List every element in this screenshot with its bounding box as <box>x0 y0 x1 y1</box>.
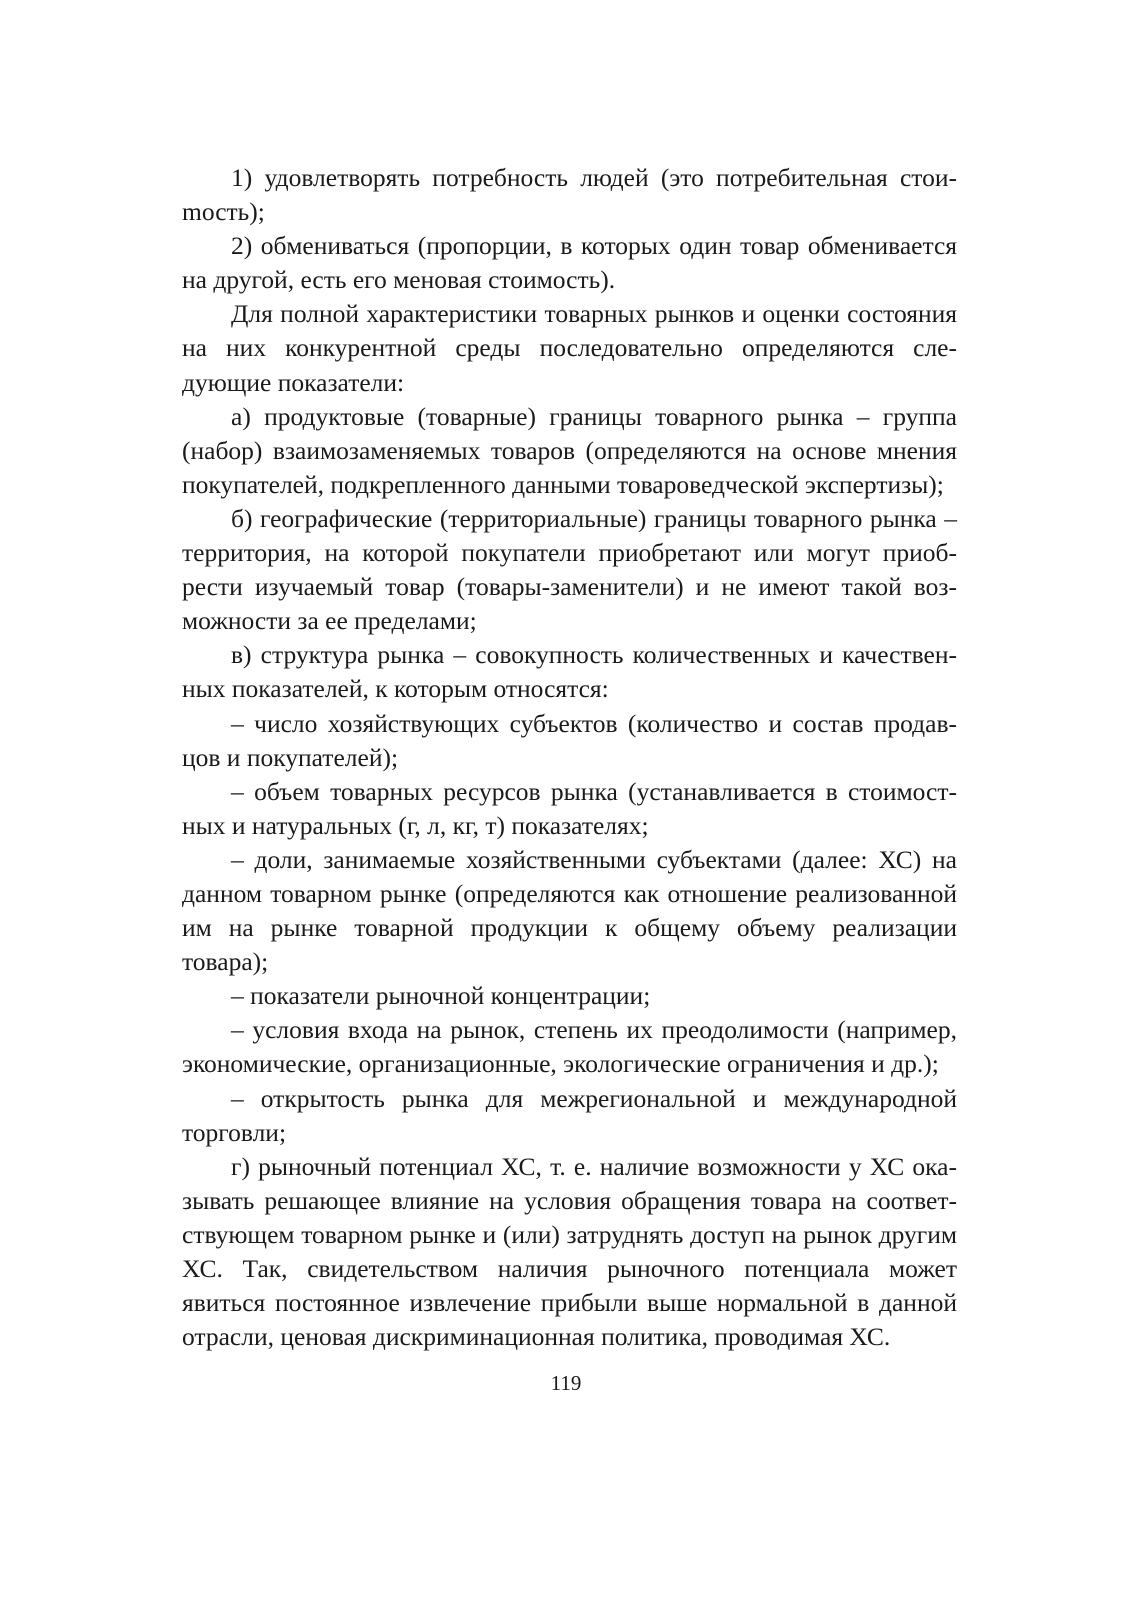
paragraph-item-a: а) продуктовые (товарные) границы товарного рынка – группа (набор) взаимозаменяемых товаров (определяются на основе мнения покупателей, подкрепленного данными товароведческой экспертизы); <box>182 401 957 499</box>
paragraph-item-1: 1) удовлетворять потребность людей (это потребительная стоиmость); <box>182 163 957 227</box>
paragraph-item-g: г) рыночный потенциал ХС, т. е. наличие возможности у ХС оказывать решающее влияние на условия обращения товара на соответствующем товарном рынке и (или) затруднять доступ на рынок другим ХС. Так, свидетельством наличия рыночного потенциала может явиться постоянное извлечение прибыли выше нормальной в данной отрасли, ценовая дискриминационная политика, проводимая ХС. <box>182 1151 957 1352</box>
paragraph-dash-6: – открытость рынка для межрегиональной и международной торговли; <box>182 1083 957 1147</box>
page-number: 119 <box>550 1371 582 1395</box>
paragraph-item-v: в) структура рынка – совокупность количественных и качественных показателей, к которым относятся: <box>182 640 957 704</box>
paragraph-dash-4: – показатели рыночной концентрации; <box>231 981 651 1011</box>
paragraph-intro-indicators: Для полной характеристики товарных рынков и оценки состояния на них конкурентной среды последовательно определяются следующие показатели: <box>182 299 957 397</box>
paragraph-item-2: 2) обмениваться (пропорции, в которых один товар обменивается на другой, есть его меновая стоимость). <box>182 231 957 295</box>
paragraph-dash-2: – объем товарных ресурсов рынка (устанавливается в стоимостных и натуральных (г, л, кг, т) показателях; <box>182 776 957 840</box>
body-text <box>182 161 957 1354</box>
paragraph-dash-5: – условия входа на рынок, степень их преодолимости (например, экономические, организационные, экологические ограничения и др.); <box>182 1015 957 1079</box>
paragraph-dash-1: – число хозяйствующих субъектов (количество и состав продавцов и покупателей); <box>182 708 957 772</box>
paragraph-item-b: б) географические (территориальные) границы товарного рынка – территория, на которой покупатели приобретают или могут приобрести изучаемый товар (товары-заменители) и не имеют такой возможности за ее пределами; <box>182 503 957 636</box>
paragraph-dash-3: – доли, занимаемые хозяйственными субъектами (далее: ХС) на данном товарном рынке (определяются как отношение реализованной им на рынке товарной продукции к общему объему реализации товара); <box>182 844 957 977</box>
